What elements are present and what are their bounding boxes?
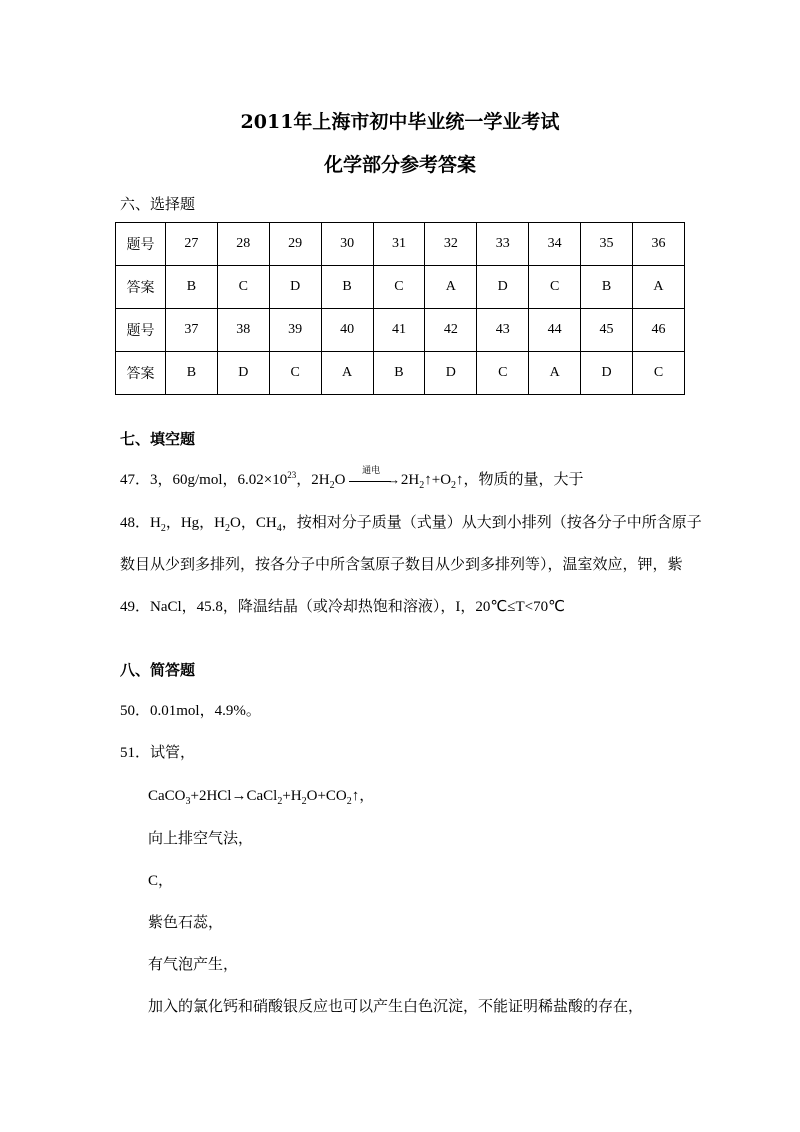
table-cell: C xyxy=(373,266,425,309)
table-cell: C xyxy=(632,352,684,395)
table-cell: B xyxy=(581,266,633,309)
table-cell: 33 xyxy=(477,223,529,266)
row-label: 答案 xyxy=(116,266,166,309)
table-row xyxy=(116,352,685,395)
table-cell: 44 xyxy=(529,309,581,352)
page-subtitle: 化学部分参考答案 xyxy=(323,154,476,176)
answer-51-line: C， xyxy=(148,873,174,889)
answer-51-label: 51．试管， xyxy=(120,745,196,761)
eq-part-4: O+CO xyxy=(306,788,347,804)
table-cell: 41 xyxy=(373,309,425,352)
answer-51-equation: $CaCO_3+2HCl\to CaCl_2+H_2O+CO_2↑$， xyxy=(148,788,375,807)
row-label: 答案 xyxy=(116,352,166,395)
table-cell: 46 xyxy=(632,309,684,352)
table-cell: 31 xyxy=(373,223,425,266)
q47-reactant-o: O xyxy=(334,472,346,488)
table-cell: A xyxy=(529,352,581,395)
table-cell: 38 xyxy=(217,309,269,352)
section7-title: 七、填空题 xyxy=(120,430,196,448)
table-cell: 29 xyxy=(269,223,321,266)
table-cell: 27 xyxy=(165,223,217,266)
answer-table xyxy=(115,222,685,395)
table-cell: 43 xyxy=(477,309,529,352)
table-cell: C xyxy=(217,266,269,309)
eq-part-5: ↑， xyxy=(351,788,375,804)
answer-51-line: 紫色石蕊， xyxy=(148,915,224,931)
table-cell: 32 xyxy=(425,223,477,266)
table-cell: 35 xyxy=(581,223,633,266)
eq-part-1: CaCO xyxy=(148,788,186,804)
answer-48: 48．$H_2$，Hg，$H_2O$，$CH_4$，按相对分子质量（式量）从大到小排列（按各分子中所含原子 xyxy=(120,515,702,534)
answer-50: 50．0.01mol，4.9%。 xyxy=(120,703,261,719)
table-cell: A xyxy=(321,352,373,395)
q47-rest: ↑+O xyxy=(424,472,452,488)
q47-mid: ，2H xyxy=(296,472,330,488)
q47-suffix: ↑，物质的量，大于 xyxy=(456,472,584,488)
table-cell: 30 xyxy=(321,223,373,266)
table-cell: C xyxy=(269,352,321,395)
row-label: 题号 xyxy=(116,309,166,352)
table-cell: D xyxy=(581,352,633,395)
table-cell: 45 xyxy=(581,309,633,352)
q48-part-c: ，按相对分子质量（式量）从大到小排列（按各分子中所含原子 xyxy=(281,515,702,531)
table-row xyxy=(116,223,685,266)
answer-47: 47．3，60g/mol，$6.02\times 10^{23}$，$2H_2O$ 通电 → $2H_2↑+O_2↑$，物质的量，大于 xyxy=(120,464,584,491)
section8-title: 八、简答题 xyxy=(120,661,196,679)
q47-exponent: 23 xyxy=(287,470,297,480)
table-cell: 37 xyxy=(165,309,217,352)
answer-49: 49．NaCl，45.8，降温结晶（或冷却热饱和溶液），I，20℃≤T<70℃ xyxy=(120,599,565,615)
table-cell: B xyxy=(165,352,217,395)
table-cell: B xyxy=(165,266,217,309)
table-cell: D xyxy=(269,266,321,309)
eq-part-2: +2HCl→CaCl xyxy=(190,788,278,804)
table-cell: D xyxy=(477,266,529,309)
table-cell: A xyxy=(425,266,477,309)
answer-51-line: 向上排空气法， xyxy=(148,831,254,847)
table-cell: C xyxy=(529,266,581,309)
answer-51-line: 有气泡产生， xyxy=(148,957,239,973)
table-cell: D xyxy=(425,352,477,395)
table-cell: A xyxy=(632,266,684,309)
table-cell: 36 xyxy=(632,223,684,266)
answer-48-line2: 数目从少到多排列，按各分子中所含氢原子数目从少到多排列等），温室效应，钾，紫 xyxy=(120,557,683,573)
table-cell: D xyxy=(217,352,269,395)
q48-part-a: ，Hg，H xyxy=(165,515,226,531)
q48-part-b: O，CH xyxy=(230,515,277,531)
table-cell: 28 xyxy=(217,223,269,266)
answer-51-line: 加入的氯化钙和硝酸银反应也可以产生白色沉淀，不能证明稀盐酸的存在， xyxy=(148,999,644,1015)
row-label: 题号 xyxy=(116,223,166,266)
table-row xyxy=(116,266,685,309)
table-cell: C xyxy=(477,352,529,395)
table-cell: B xyxy=(373,352,425,395)
section6-title: 六、选择题 xyxy=(120,195,196,213)
q47-prefix: 47．3，60g/mol，6.02×10 xyxy=(120,472,288,488)
reaction-arrow-icon: 通电 → xyxy=(349,474,397,488)
q48-prefix: 48．H xyxy=(120,515,161,531)
table-cell: 34 xyxy=(529,223,581,266)
q47-product: 2H xyxy=(400,472,420,488)
eq-part-3: +H xyxy=(282,788,302,804)
table-row xyxy=(116,309,685,352)
table-cell: 39 xyxy=(269,309,321,352)
page-title: 2011年上海市初中毕业统一学业考试 xyxy=(240,111,560,133)
table-cell: 40 xyxy=(321,309,373,352)
table-cell: B xyxy=(321,266,373,309)
reaction-condition: 通电 xyxy=(362,464,381,475)
table-cell: 42 xyxy=(425,309,477,352)
